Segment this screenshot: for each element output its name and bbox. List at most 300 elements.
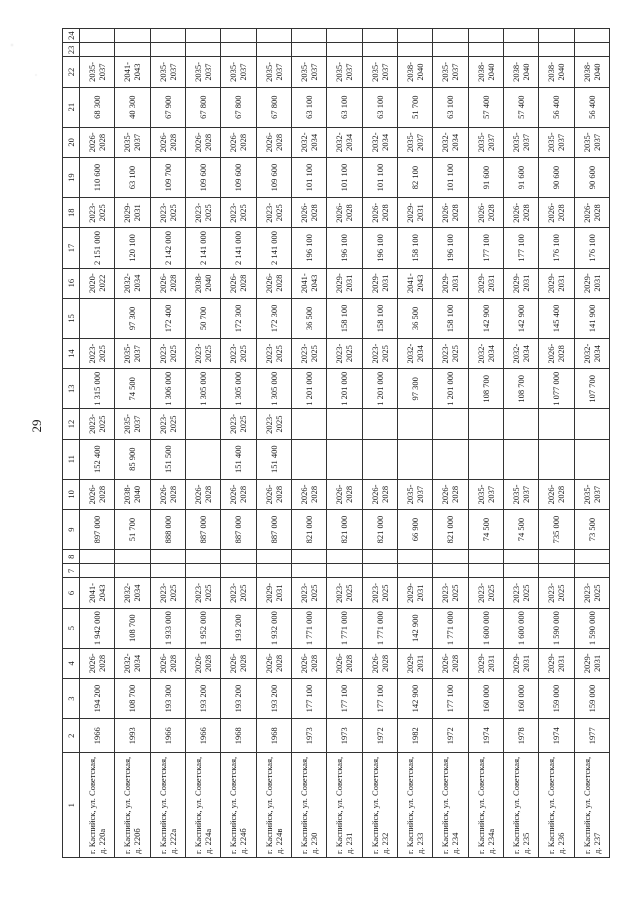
- table-cell: 67 800: [185, 87, 220, 127]
- address-cell: г. Каспийск, ул. Советская, д. 235: [503, 753, 538, 858]
- table-cell: 2029-2031: [256, 578, 291, 608]
- table-cell: 177 100: [327, 678, 362, 718]
- table-cell: [185, 550, 220, 564]
- table-cell: 2035-2037: [574, 127, 609, 157]
- table-cell: 2026-2028: [256, 648, 291, 678]
- table-cell: [468, 564, 503, 578]
- column-header: 21: [63, 87, 80, 127]
- table-cell: 821 000: [291, 509, 326, 549]
- table-cell: [291, 29, 326, 43]
- table-cell: 1 305 000: [221, 369, 256, 409]
- table-cell: 2026-2028: [539, 479, 574, 509]
- column-header: 17: [63, 228, 80, 268]
- column-header: 14: [63, 338, 80, 368]
- table-cell: 82 100: [397, 157, 432, 197]
- column-header: 19: [63, 157, 80, 197]
- table-cell: 2026-2028: [185, 648, 220, 678]
- column-header: 12: [63, 409, 80, 439]
- table-cell: 2035-2037: [362, 57, 397, 87]
- table-cell: [574, 439, 609, 479]
- table-cell: 109 600: [256, 157, 291, 197]
- table-cell: [185, 29, 220, 43]
- table-cell: 2023-2025: [291, 578, 326, 608]
- table-cell: [185, 409, 220, 439]
- table-cell: 1 077 000: [539, 369, 574, 409]
- table-cell: 1 201 000: [291, 369, 326, 409]
- table-cell: 2023-2025: [185, 338, 220, 368]
- table-cell: 821 000: [362, 509, 397, 549]
- table-cell: 145 400: [539, 298, 574, 338]
- table-cell: 2 141 000: [185, 228, 220, 268]
- table-cell: 36 500: [397, 298, 432, 338]
- table-row: [150, 29, 185, 858]
- table-row: [80, 29, 115, 858]
- table-cell: 90 600: [539, 157, 574, 197]
- table-cell: [468, 43, 503, 57]
- table-cell: 1 600 000: [503, 608, 538, 648]
- table-cell: 2 151 000: [80, 228, 115, 268]
- table-cell: [185, 43, 220, 57]
- scan-noise: [0, 0, 60, 150]
- table-cell: 2029-2031: [397, 648, 432, 678]
- table-cell: [291, 43, 326, 57]
- table-cell: [80, 564, 115, 578]
- column-header: 13: [63, 369, 80, 409]
- table-cell: [397, 550, 432, 564]
- table-cell: 2032-2034: [115, 578, 150, 608]
- table-cell: 2023-2025: [150, 338, 185, 368]
- table-row: [468, 29, 503, 858]
- table-cell: 2032-2034: [397, 338, 432, 368]
- table-cell: 108 700: [115, 678, 150, 718]
- table-cell: 2023-2025: [362, 578, 397, 608]
- table-cell: 2041-2043: [291, 268, 326, 298]
- table-cell: 2026-2028: [327, 198, 362, 228]
- table-cell: 735 000: [539, 509, 574, 549]
- table-row: [115, 29, 150, 858]
- table-cell: [150, 43, 185, 57]
- table-cell: 2023-2025: [221, 198, 256, 228]
- column-header: 2: [63, 719, 80, 753]
- table-cell: 1978: [503, 719, 538, 753]
- table-cell: [150, 564, 185, 578]
- address-cell: г. Каспийск, ул. Советская, д. 237: [574, 753, 609, 858]
- table-cell: 2029-2031: [362, 268, 397, 298]
- table-cell: 90 600: [574, 157, 609, 197]
- column-header: 6: [63, 578, 80, 608]
- table-cell: [503, 29, 538, 43]
- table-cell: 2023-2025: [539, 578, 574, 608]
- table-row: [291, 29, 326, 858]
- column-header: 18: [63, 198, 80, 228]
- table-cell: [539, 550, 574, 564]
- table-cell: 152 400: [80, 439, 115, 479]
- table-cell: 2026-2028: [185, 479, 220, 509]
- table-cell: 1973: [291, 719, 326, 753]
- table-cell: 2 141 000: [256, 228, 291, 268]
- table-cell: 2023-2025: [150, 578, 185, 608]
- table-cell: 887 000: [221, 509, 256, 549]
- table-cell: 193 300: [150, 678, 185, 718]
- table-cell: 2026-2028: [574, 198, 609, 228]
- table-cell: 1 590 000: [539, 608, 574, 648]
- table-cell: 176 100: [574, 228, 609, 268]
- table-cell: 107 700: [574, 369, 609, 409]
- table-cell: 2026-2028: [433, 198, 468, 228]
- table-cell: 158 100: [327, 298, 362, 338]
- table-cell: 2023-2025: [80, 409, 115, 439]
- table-cell: 2035-2037: [327, 57, 362, 87]
- table-cell: [468, 409, 503, 439]
- table-cell: 2029-2031: [468, 648, 503, 678]
- table-cell: 1 600 000: [468, 608, 503, 648]
- table-cell: 2023-2025: [433, 338, 468, 368]
- table-cell: [327, 550, 362, 564]
- table-cell: 2038-2040: [185, 268, 220, 298]
- table-cell: 109 600: [185, 157, 220, 197]
- table-cell: 2026-2028: [150, 127, 185, 157]
- table-cell: 160 000: [468, 678, 503, 718]
- table-row: [397, 29, 432, 858]
- table-cell: [574, 409, 609, 439]
- table-cell: 158 100: [397, 228, 432, 268]
- table-cell: [327, 43, 362, 57]
- table-cell: 172 300: [221, 298, 256, 338]
- table-cell: 2029-2031: [327, 268, 362, 298]
- table-cell: 2023-2025: [362, 338, 397, 368]
- table-cell: 2026-2028: [327, 479, 362, 509]
- table-cell: 57 400: [468, 87, 503, 127]
- table-cell: 2038-2040: [503, 57, 538, 87]
- table-cell: 2035-2037: [433, 57, 468, 87]
- table-cell: 2035-2037: [539, 127, 574, 157]
- table-cell: 142 900: [397, 678, 432, 718]
- table-cell: 177 100: [503, 228, 538, 268]
- table-cell: 2026-2028: [362, 198, 397, 228]
- table-cell: 1972: [433, 719, 468, 753]
- table-cell: 2026-2028: [362, 479, 397, 509]
- table-cell: 2026-2028: [80, 127, 115, 157]
- table-cell: 1 933 000: [150, 608, 185, 648]
- table-cell: 1993: [115, 719, 150, 753]
- address-cell: г. Каспийск, ул. Советская, д. 231: [327, 753, 362, 858]
- table-cell: 159 000: [574, 678, 609, 718]
- table-cell: 109 600: [221, 157, 256, 197]
- table-cell: 2032-2034: [433, 127, 468, 157]
- table-cell: 2023-2025: [433, 578, 468, 608]
- table-cell: [291, 564, 326, 578]
- table-cell: 2035-2037: [503, 479, 538, 509]
- table-cell: [468, 550, 503, 564]
- table-header-row: [63, 29, 80, 858]
- table-cell: 101 100: [291, 157, 326, 197]
- table-cell: 888 000: [150, 509, 185, 549]
- table-cell: 1 771 000: [291, 608, 326, 648]
- table-cell: 176 100: [539, 228, 574, 268]
- table-cell: 63 100: [115, 157, 150, 197]
- table-cell: 63 100: [327, 87, 362, 127]
- column-header: 20: [63, 127, 80, 157]
- table-cell: 57 400: [503, 87, 538, 127]
- table-cell: [221, 550, 256, 564]
- table-cell: 2 142 000: [150, 228, 185, 268]
- table-cell: 2023-2025: [221, 409, 256, 439]
- table-cell: 2023-2025: [327, 578, 362, 608]
- table-cell: 2026-2028: [150, 268, 185, 298]
- table-cell: 2023-2025: [150, 409, 185, 439]
- table-cell: 2032-2034: [291, 127, 326, 157]
- table-cell: 1 942 000: [80, 608, 115, 648]
- table-cell: 142 900: [503, 298, 538, 338]
- table-cell: 2035-2037: [468, 479, 503, 509]
- table-cell: 1966: [185, 719, 220, 753]
- table-cell: 1 306 000: [150, 369, 185, 409]
- address-cell: г. Каспийск, ул. Советская, д. 224б: [221, 753, 256, 858]
- table-cell: 2026-2028: [327, 648, 362, 678]
- table-cell: 2035-2037: [397, 127, 432, 157]
- table-cell: [433, 29, 468, 43]
- table-cell: 193 200: [221, 678, 256, 718]
- table-cell: 101 100: [362, 157, 397, 197]
- table-cell: 2035-2037: [468, 127, 503, 157]
- table-cell: 2035-2037: [503, 127, 538, 157]
- address-cell: г. Каспийск, ул. Советская, д. 220б: [115, 753, 150, 858]
- table-cell: 1972: [362, 719, 397, 753]
- table-cell: 74 500: [503, 509, 538, 549]
- table-cell: 2029-2031: [433, 268, 468, 298]
- address-cell: г. Каспийск, ул. Советская, д. 232: [362, 753, 397, 858]
- table-cell: 101 100: [327, 157, 362, 197]
- table-cell: 2038-2040: [397, 57, 432, 87]
- table-cell: [150, 550, 185, 564]
- table-cell: 142 900: [397, 608, 432, 648]
- table-cell: 2032-2034: [115, 268, 150, 298]
- address-cell: г. Каспийск, ул. Советская, д. 233: [397, 753, 432, 858]
- table-cell: [362, 409, 397, 439]
- table-cell: 2026-2028: [150, 648, 185, 678]
- table-cell: 2029-2031: [574, 268, 609, 298]
- table-cell: 2023-2025: [256, 338, 291, 368]
- table-cell: 821 000: [433, 509, 468, 549]
- table-cell: 2026-2028: [256, 479, 291, 509]
- table-body: [80, 29, 610, 858]
- table-cell: [185, 439, 220, 479]
- column-header: 3: [63, 678, 80, 718]
- table-cell: [327, 439, 362, 479]
- table-cell: 2026-2028: [185, 127, 220, 157]
- table-cell: [574, 564, 609, 578]
- table-cell: 2035-2037: [115, 127, 150, 157]
- table-cell: 159 000: [539, 678, 574, 718]
- table-cell: 1974: [539, 719, 574, 753]
- table-cell: [539, 439, 574, 479]
- table-cell: 1 315 000: [80, 369, 115, 409]
- table-cell: [80, 29, 115, 43]
- table-cell: 1982: [397, 719, 432, 753]
- table-cell: 97 300: [115, 298, 150, 338]
- table-cell: 177 100: [433, 678, 468, 718]
- table-row: [256, 29, 291, 858]
- table-cell: 177 100: [468, 228, 503, 268]
- column-header: 16: [63, 268, 80, 298]
- table-cell: 193 200: [221, 608, 256, 648]
- table-cell: 2032-2034: [468, 338, 503, 368]
- table-cell: 1968: [221, 719, 256, 753]
- table-cell: 177 100: [291, 678, 326, 718]
- table-cell: 2023-2025: [503, 578, 538, 608]
- table-cell: 141 900: [574, 298, 609, 338]
- table-cell: 2038-2040: [115, 479, 150, 509]
- table-cell: 2026-2028: [150, 479, 185, 509]
- table-cell: 2023-2025: [291, 338, 326, 368]
- table-cell: 2035-2037: [397, 479, 432, 509]
- table-cell: 172 300: [256, 298, 291, 338]
- table-cell: 160 000: [503, 678, 538, 718]
- table-cell: 2026-2028: [468, 198, 503, 228]
- table-cell: [539, 564, 574, 578]
- page-number: 29: [29, 419, 44, 433]
- table-cell: 177 100: [362, 678, 397, 718]
- table-cell: [539, 29, 574, 43]
- table-cell: 2023-2025: [185, 198, 220, 228]
- table-cell: 196 100: [327, 228, 362, 268]
- table-cell: 2026-2028: [221, 268, 256, 298]
- table-cell: [539, 43, 574, 57]
- table-row: [539, 29, 574, 858]
- table-cell: [362, 43, 397, 57]
- table-cell: 2038-2040: [574, 57, 609, 87]
- table-cell: 2026-2028: [539, 198, 574, 228]
- table-cell: 2023-2025: [80, 338, 115, 368]
- table-cell: [468, 29, 503, 43]
- table-cell: [115, 550, 150, 564]
- table-cell: 56 400: [574, 87, 609, 127]
- table-cell: 196 100: [362, 228, 397, 268]
- table-cell: 91 600: [468, 157, 503, 197]
- table-cell: 1 771 000: [433, 608, 468, 648]
- table-cell: [291, 550, 326, 564]
- table-cell: 2029-2031: [397, 578, 432, 608]
- table-cell: 2041-2043: [115, 57, 150, 87]
- table-cell: [291, 439, 326, 479]
- table-cell: [115, 564, 150, 578]
- table-cell: [397, 43, 432, 57]
- table-cell: [362, 550, 397, 564]
- table-cell: [397, 439, 432, 479]
- table-cell: 2026-2028: [539, 338, 574, 368]
- table-cell: 1977: [574, 719, 609, 753]
- table-cell: 1966: [150, 719, 185, 753]
- table-cell: 821 000: [327, 509, 362, 549]
- table-cell: [574, 29, 609, 43]
- table-cell: 74 500: [115, 369, 150, 409]
- table-cell: [256, 29, 291, 43]
- table-cell: 2035-2037: [115, 409, 150, 439]
- table-cell: 1974: [468, 719, 503, 753]
- table-cell: [80, 550, 115, 564]
- table-cell: 142 900: [468, 298, 503, 338]
- table-cell: 196 100: [291, 228, 326, 268]
- table-cell: 2026-2028: [80, 648, 115, 678]
- table-cell: 73 500: [574, 509, 609, 549]
- table-cell: 2035-2037: [574, 479, 609, 509]
- table-cell: 56 400: [539, 87, 574, 127]
- table-cell: [468, 439, 503, 479]
- table-cell: 2023-2025: [574, 578, 609, 608]
- table-cell: 2035-2037: [80, 57, 115, 87]
- table-cell: 158 100: [433, 298, 468, 338]
- table-cell: [256, 550, 291, 564]
- table-cell: [433, 409, 468, 439]
- table-cell: 2035-2037: [115, 338, 150, 368]
- table-cell: 2035-2037: [256, 57, 291, 87]
- table-cell: 120 100: [115, 228, 150, 268]
- table-cell: 2038-2040: [539, 57, 574, 87]
- table-cell: [256, 43, 291, 57]
- table-cell: 51 700: [115, 509, 150, 549]
- table-cell: 2029-2031: [503, 268, 538, 298]
- table-cell: 2026-2028: [221, 479, 256, 509]
- table-cell: [115, 43, 150, 57]
- table-cell: 108 700: [503, 369, 538, 409]
- table-cell: 68 300: [80, 87, 115, 127]
- table-cell: [327, 29, 362, 43]
- table-cell: [574, 550, 609, 564]
- table-row: [362, 29, 397, 858]
- table-cell: 2026-2028: [291, 648, 326, 678]
- table-cell: 1968: [256, 719, 291, 753]
- table-cell: 1 952 000: [185, 608, 220, 648]
- table-cell: 2023-2025: [327, 338, 362, 368]
- address-cell: г. Каспийск, ул. Советская, д. 224а: [185, 753, 220, 858]
- table-cell: [150, 29, 185, 43]
- table-cell: 2023-2025: [256, 198, 291, 228]
- table-cell: [362, 439, 397, 479]
- table-cell: 2023-2025: [80, 198, 115, 228]
- table-cell: 2026-2028: [291, 479, 326, 509]
- table-cell: [221, 564, 256, 578]
- address-cell: г. Каспийск, ул. Советская, д. 230: [291, 753, 326, 858]
- table-row: [574, 29, 609, 858]
- table-cell: 196 100: [433, 228, 468, 268]
- table-cell: 1 771 000: [362, 608, 397, 648]
- table-cell: [362, 29, 397, 43]
- table-cell: 1 201 000: [362, 369, 397, 409]
- rotated-table-container: [62, 28, 610, 858]
- table-cell: 50 700: [185, 298, 220, 338]
- table-cell: [397, 29, 432, 43]
- table-cell: 2029-2031: [503, 648, 538, 678]
- table-cell: [503, 550, 538, 564]
- table-cell: 74 500: [468, 509, 503, 549]
- table-cell: 2026-2028: [362, 648, 397, 678]
- column-header: 24: [63, 29, 80, 43]
- column-header: 23: [63, 43, 80, 57]
- table-cell: [327, 564, 362, 578]
- table-cell: 172 400: [150, 298, 185, 338]
- table-cell: 2026-2028: [80, 479, 115, 509]
- table-cell: 63 100: [362, 87, 397, 127]
- table-cell: 2023-2025: [185, 578, 220, 608]
- table-cell: 2026-2028: [291, 198, 326, 228]
- column-header: 8: [63, 550, 80, 564]
- address-cell: г. Каспийск, ул. Советская, д. 234: [433, 753, 468, 858]
- table-cell: [539, 409, 574, 439]
- table-cell: 1966: [80, 719, 115, 753]
- table-cell: 2023-2025: [468, 578, 503, 608]
- address-cell: г. Каспийск, ул. Советская, д. 236: [539, 753, 574, 858]
- table-cell: 2026-2028: [256, 127, 291, 157]
